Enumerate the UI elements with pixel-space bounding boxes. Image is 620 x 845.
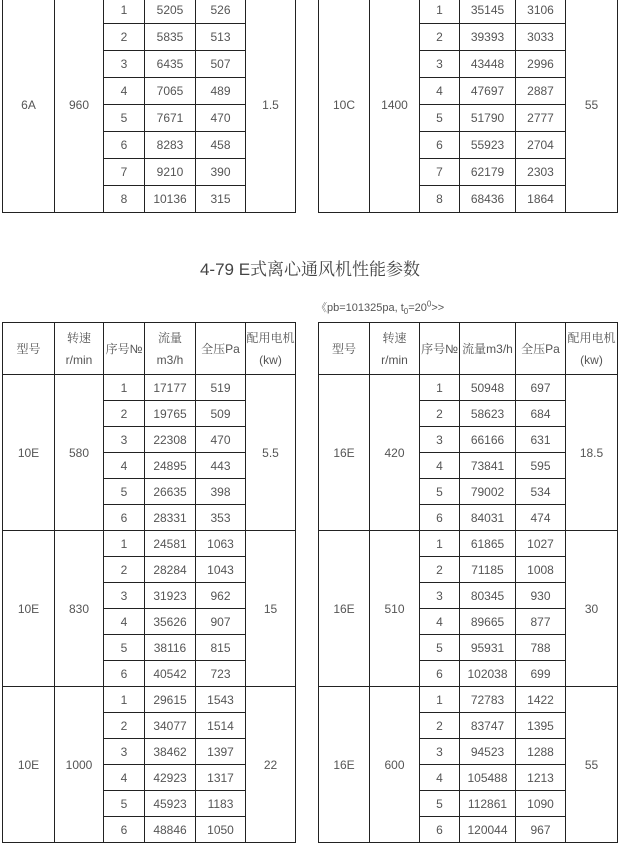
bottom-left-header xyxy=(3,323,296,375)
pressure-cell: 1397 xyxy=(196,739,246,765)
seq-cell: 6 xyxy=(104,132,145,159)
seq-cell: 2 xyxy=(104,713,145,739)
flow-cell: 45923 xyxy=(145,791,196,817)
seq-cell: 7 xyxy=(420,159,460,186)
table-row xyxy=(319,375,618,401)
flow-cell: 94523 xyxy=(460,739,516,765)
pressure-cell: 1027 xyxy=(516,531,566,557)
flow-cell: 120044 xyxy=(460,817,516,843)
flow-cell: 48846 xyxy=(145,817,196,843)
seq-cell: 2 xyxy=(104,557,145,583)
pressure-cell: 684 xyxy=(516,401,566,427)
speed-cell: 510 xyxy=(370,531,420,687)
header-row xyxy=(319,323,618,375)
pressure-cell: 474 xyxy=(516,505,566,531)
pressure-cell: 1050 xyxy=(196,817,246,843)
pressure-cell: 458 xyxy=(196,132,246,159)
flow-cell: 38116 xyxy=(145,635,196,661)
header-flow: 流量m3/h xyxy=(145,323,196,375)
header-seq: 序号№ xyxy=(420,323,460,375)
seq-cell: 3 xyxy=(420,51,460,78)
note-sub: 0 xyxy=(403,307,409,317)
pressure-cell: 526 xyxy=(196,0,246,24)
power-cell: 55 xyxy=(566,0,618,213)
flow-cell: 40542 xyxy=(145,661,196,687)
pressure-cell: 1317 xyxy=(196,765,246,791)
pressure-cell: 443 xyxy=(196,453,246,479)
flow-cell: 62179 xyxy=(460,159,516,186)
flow-cell: 35626 xyxy=(145,609,196,635)
table-row xyxy=(3,531,296,557)
model-cell: 10E xyxy=(3,687,55,843)
flow-cell: 102038 xyxy=(460,661,516,687)
seq-cell: 4 xyxy=(104,453,145,479)
flow-cell: 9210 xyxy=(145,159,196,186)
seq-cell: 6 xyxy=(104,505,145,531)
flow-cell: 34077 xyxy=(145,713,196,739)
seq-cell: 1 xyxy=(420,687,460,713)
top-right-table xyxy=(318,0,618,213)
header-row xyxy=(3,323,296,375)
flow-cell: 43448 xyxy=(460,51,516,78)
flow-cell: 7065 xyxy=(145,78,196,105)
seq-cell: 5 xyxy=(104,635,145,661)
seq-cell: 1 xyxy=(420,0,460,24)
seq-cell: 6 xyxy=(420,817,460,843)
flow-cell: 10136 xyxy=(145,186,196,213)
pressure-cell: 513 xyxy=(196,24,246,51)
pressure-cell: 489 xyxy=(196,78,246,105)
power-cell: 15 xyxy=(246,531,296,687)
bottom-left-table xyxy=(2,322,296,843)
pressure-cell: 470 xyxy=(196,427,246,453)
seq-cell: 5 xyxy=(420,791,460,817)
flow-cell: 35145 xyxy=(460,0,516,24)
power-cell: 22 xyxy=(246,687,296,843)
pressure-cell: 315 xyxy=(196,186,246,213)
pressure-cell: 2777 xyxy=(516,105,566,132)
pressure-cell: 595 xyxy=(516,453,566,479)
header-power: 配用电机(kw) xyxy=(246,323,296,375)
flow-cell: 89665 xyxy=(460,609,516,635)
pressure-cell: 2303 xyxy=(516,159,566,186)
model-cell: 16E xyxy=(319,687,370,843)
seq-cell: 4 xyxy=(104,609,145,635)
seq-cell: 2 xyxy=(104,24,145,51)
flow-cell: 17177 xyxy=(145,375,196,401)
seq-cell: 6 xyxy=(420,505,460,531)
pressure-cell: 962 xyxy=(196,583,246,609)
seq-cell: 4 xyxy=(420,453,460,479)
seq-cell: 5 xyxy=(420,635,460,661)
bottom-left-body xyxy=(3,375,296,843)
pressure-cell: 398 xyxy=(196,479,246,505)
pressure-cell: 697 xyxy=(516,375,566,401)
seq-cell: 8 xyxy=(104,186,145,213)
seq-cell: 5 xyxy=(420,105,460,132)
header-power: 配用电机(kw) xyxy=(566,323,618,375)
flow-cell: 80345 xyxy=(460,583,516,609)
seq-cell: 6 xyxy=(104,817,145,843)
header-speed: 转速r/min xyxy=(55,323,104,375)
seq-cell: 3 xyxy=(420,427,460,453)
pressure-cell: 930 xyxy=(516,583,566,609)
flow-cell: 7671 xyxy=(145,105,196,132)
header-model: 型号 xyxy=(319,323,370,375)
note-sup: 0 xyxy=(426,299,432,309)
pressure-cell: 519 xyxy=(196,375,246,401)
seq-cell: 6 xyxy=(420,132,460,159)
top-left-table xyxy=(2,0,296,213)
flow-cell: 71185 xyxy=(460,557,516,583)
flow-cell: 55923 xyxy=(460,132,516,159)
flow-cell: 105488 xyxy=(460,765,516,791)
pressure-cell: 3106 xyxy=(516,0,566,24)
seq-cell: 5 xyxy=(420,479,460,505)
header-model: 型号 xyxy=(3,323,55,375)
seq-cell: 5 xyxy=(104,479,145,505)
seq-cell: 1 xyxy=(420,531,460,557)
model-cell: 10E xyxy=(3,375,55,531)
pressure-cell: 353 xyxy=(196,505,246,531)
pressure-cell: 1543 xyxy=(196,687,246,713)
pressure-cell: 967 xyxy=(516,817,566,843)
seq-cell: 1 xyxy=(104,0,145,24)
pressure-cell: 1395 xyxy=(516,713,566,739)
pressure-cell: 723 xyxy=(196,661,246,687)
seq-cell: 4 xyxy=(420,78,460,105)
seq-cell: 3 xyxy=(420,739,460,765)
seq-cell: 3 xyxy=(104,51,145,78)
flow-cell: 26635 xyxy=(145,479,196,505)
seq-cell: 5 xyxy=(104,105,145,132)
table-row xyxy=(319,687,618,713)
seq-cell: 6 xyxy=(420,661,460,687)
flow-cell: 29615 xyxy=(145,687,196,713)
seq-cell: 2 xyxy=(420,24,460,51)
seq-cell: 7 xyxy=(104,159,145,186)
seq-cell: 4 xyxy=(420,609,460,635)
flow-cell: 50948 xyxy=(460,375,516,401)
flow-cell: 24895 xyxy=(145,453,196,479)
pressure-cell: 1008 xyxy=(516,557,566,583)
seq-cell: 6 xyxy=(104,661,145,687)
bottom-right-table xyxy=(318,322,618,843)
flow-cell: 24581 xyxy=(145,531,196,557)
flow-cell: 5835 xyxy=(145,24,196,51)
table-row xyxy=(3,375,296,401)
pressure-cell: 390 xyxy=(196,159,246,186)
flow-cell: 31923 xyxy=(145,583,196,609)
flow-cell: 39393 xyxy=(460,24,516,51)
flow-cell: 58623 xyxy=(460,401,516,427)
seq-cell: 4 xyxy=(420,765,460,791)
seq-cell: 4 xyxy=(104,78,145,105)
flow-cell: 73841 xyxy=(460,453,516,479)
flow-cell: 5205 xyxy=(145,0,196,24)
pressure-cell: 470 xyxy=(196,105,246,132)
header-speed: 转速r/min xyxy=(370,323,420,375)
flow-cell: 28284 xyxy=(145,557,196,583)
pressure-cell: 1288 xyxy=(516,739,566,765)
top-right-body xyxy=(319,0,618,213)
pressure-cell: 1090 xyxy=(516,791,566,817)
pressure-cell: 1514 xyxy=(196,713,246,739)
flow-cell: 47697 xyxy=(460,78,516,105)
seq-cell: 2 xyxy=(420,713,460,739)
table-row xyxy=(3,687,296,713)
seq-cell: 1 xyxy=(420,375,460,401)
speed-cell: 1000 xyxy=(55,687,104,843)
seq-cell: 3 xyxy=(420,583,460,609)
speed-cell: 420 xyxy=(370,375,420,531)
pressure-cell: 1063 xyxy=(196,531,246,557)
power-cell: 18.5 xyxy=(566,375,618,531)
table-row xyxy=(3,0,296,24)
power-cell: 5.5 xyxy=(246,375,296,531)
section-title: 4-79 E式离心通风机性能参数 xyxy=(199,260,421,279)
model-cell: 10C xyxy=(319,0,370,213)
flow-cell: 61865 xyxy=(460,531,516,557)
pressure-cell: 788 xyxy=(516,635,566,661)
pressure-cell: 815 xyxy=(196,635,246,661)
pressure-cell: 907 xyxy=(196,609,246,635)
flow-cell: 83747 xyxy=(460,713,516,739)
pressure-cell: 2887 xyxy=(516,78,566,105)
speed-cell: 600 xyxy=(370,687,420,843)
model-cell: 10E xyxy=(3,531,55,687)
pressure-cell: 509 xyxy=(196,401,246,427)
pressure-cell: 3033 xyxy=(516,24,566,51)
flow-cell: 6435 xyxy=(145,51,196,78)
pressure-cell: 1864 xyxy=(516,186,566,213)
note-suffix: >> xyxy=(431,302,445,314)
speed-cell: 960 xyxy=(55,0,104,213)
pressure-cell: 1213 xyxy=(516,765,566,791)
flow-cell: 66166 xyxy=(460,427,516,453)
conditions-note xyxy=(316,299,444,316)
flow-cell: 95931 xyxy=(460,635,516,661)
pressure-cell: 534 xyxy=(516,479,566,505)
flow-cell: 79002 xyxy=(460,479,516,505)
seq-cell: 3 xyxy=(104,739,145,765)
flow-cell: 8283 xyxy=(145,132,196,159)
bottom-right-body xyxy=(319,375,618,843)
seq-cell: 3 xyxy=(104,427,145,453)
pressure-cell: 2996 xyxy=(516,51,566,78)
flow-cell: 19765 xyxy=(145,401,196,427)
pressure-cell: 1183 xyxy=(196,791,246,817)
pressure-cell: 1422 xyxy=(516,687,566,713)
seq-cell: 2 xyxy=(420,401,460,427)
pressure-cell: 1043 xyxy=(196,557,246,583)
pressure-cell: 2704 xyxy=(516,132,566,159)
flow-cell: 22308 xyxy=(145,427,196,453)
seq-cell: 1 xyxy=(104,687,145,713)
seq-cell: 2 xyxy=(420,557,460,583)
flow-cell: 68436 xyxy=(460,186,516,213)
flow-cell: 51790 xyxy=(460,105,516,132)
flow-cell: 84031 xyxy=(460,505,516,531)
seq-cell: 1 xyxy=(104,531,145,557)
seq-cell: 3 xyxy=(104,583,145,609)
flow-cell: 28331 xyxy=(145,505,196,531)
speed-cell: 1400 xyxy=(370,0,420,213)
bottom-right-header xyxy=(319,323,618,375)
model-cell: 16E xyxy=(319,531,370,687)
header-seq: 序号№ xyxy=(104,323,145,375)
power-cell: 1.5 xyxy=(246,0,296,213)
seq-cell: 4 xyxy=(104,765,145,791)
flow-cell: 38462 xyxy=(145,739,196,765)
header-flow: 流量m3/h xyxy=(460,323,516,375)
speed-cell: 580 xyxy=(55,375,104,531)
table-row xyxy=(319,0,618,24)
note-mid: =20 xyxy=(408,302,427,314)
power-cell: 30 xyxy=(566,531,618,687)
seq-cell: 1 xyxy=(104,375,145,401)
flow-cell: 72783 xyxy=(460,687,516,713)
pressure-cell: 877 xyxy=(516,609,566,635)
header-pressure: 全压Pa xyxy=(516,323,566,375)
header-pressure: 全压Pa xyxy=(196,323,246,375)
speed-cell: 830 xyxy=(55,531,104,687)
seq-cell: 2 xyxy=(104,401,145,427)
seq-cell: 8 xyxy=(420,186,460,213)
model-cell: 16E xyxy=(319,375,370,531)
seq-cell: 5 xyxy=(104,791,145,817)
note-prefix: 《pb=101325pa, t xyxy=(316,302,404,314)
power-cell: 55 xyxy=(566,687,618,843)
pressure-cell: 507 xyxy=(196,51,246,78)
table-row xyxy=(319,531,618,557)
flow-cell: 42923 xyxy=(145,765,196,791)
flow-cell: 112861 xyxy=(460,791,516,817)
pressure-cell: 631 xyxy=(516,427,566,453)
top-left-body xyxy=(3,0,296,213)
pressure-cell: 699 xyxy=(516,661,566,687)
model-cell: 6A xyxy=(3,0,55,213)
